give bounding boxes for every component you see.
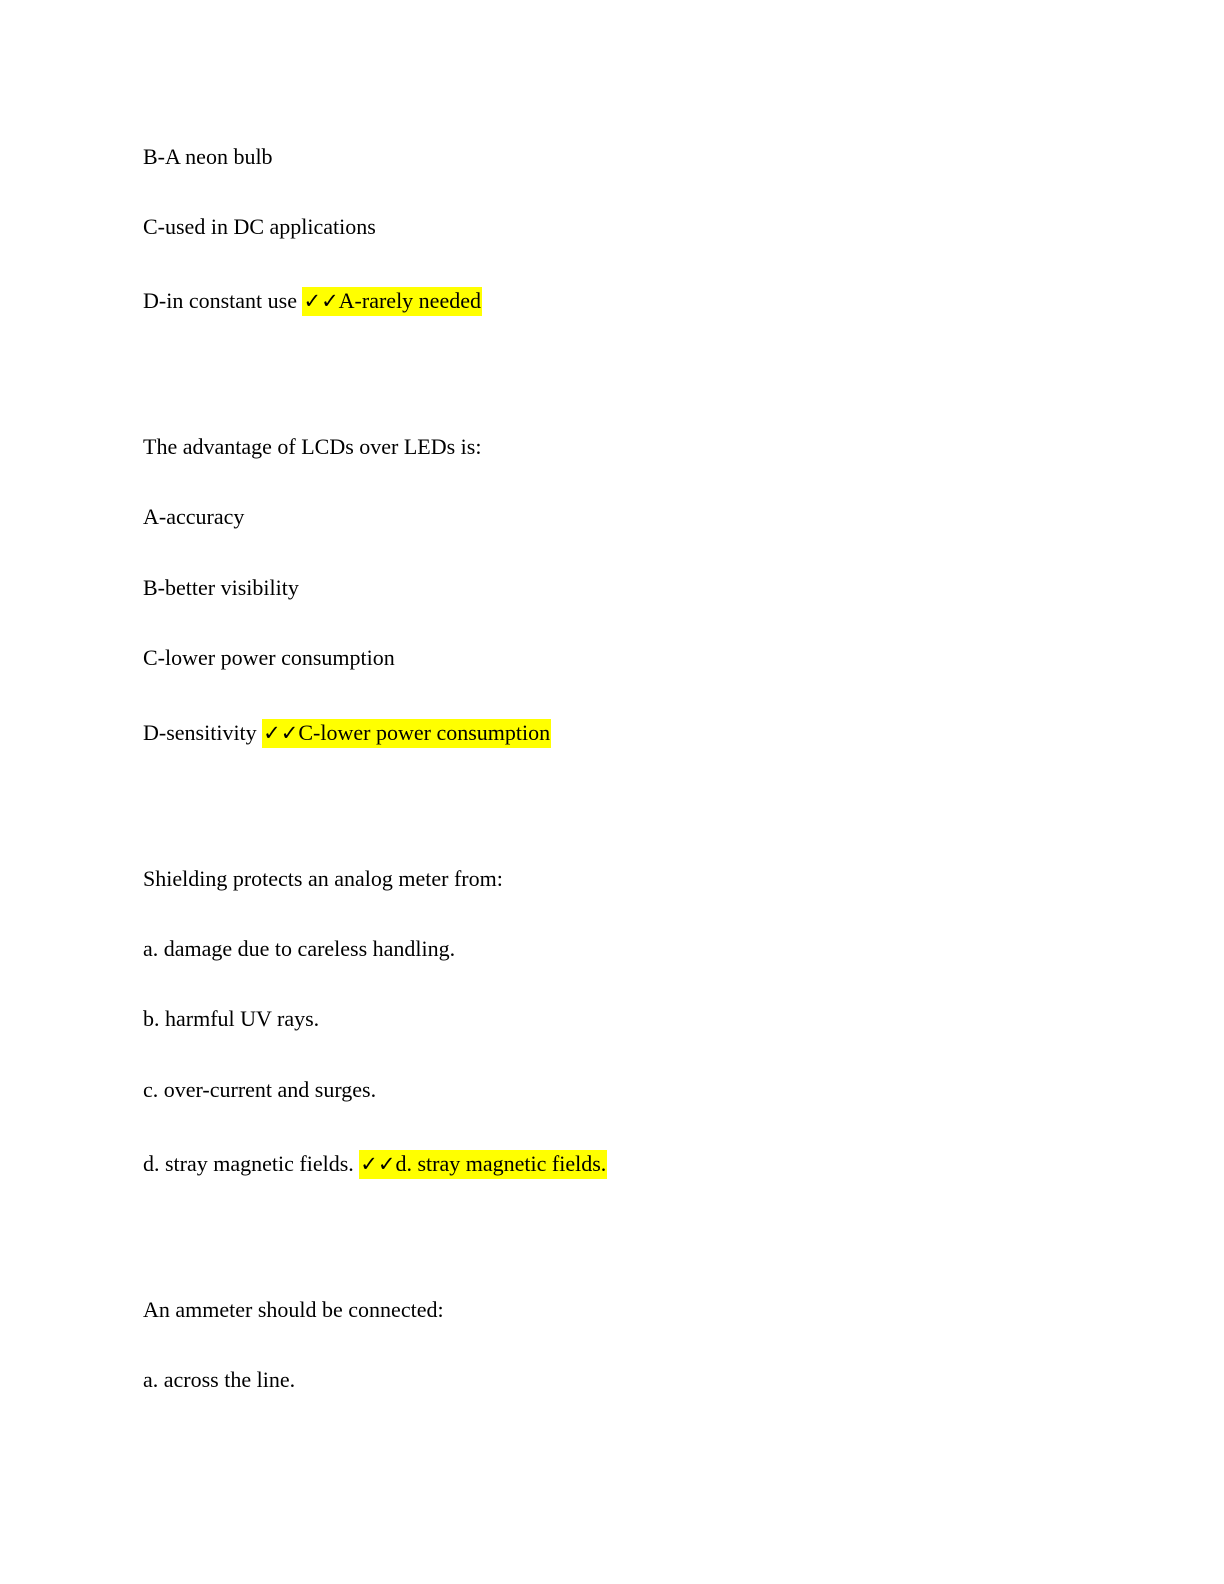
double-check-icon: ✓✓ xyxy=(360,1152,396,1176)
option-line-with-answer: D-in constant use ✓✓A-rarely needed xyxy=(143,287,482,315)
option-line: C-used in DC applications xyxy=(143,214,376,239)
option-line-with-answer: D-sensitivity ✓✓C-lower power consumption xyxy=(143,719,551,747)
highlighted-answer: ✓✓C-lower power consumption xyxy=(262,719,551,748)
double-check-icon: ✓✓ xyxy=(263,721,299,745)
option-line: c. over-current and surges. xyxy=(143,1077,377,1102)
option-line-with-answer: d. stray magnetic fields. ✓✓d. stray magnetic fields. xyxy=(143,1150,607,1178)
option-line: B-better visibility xyxy=(143,575,299,600)
question-text: Shielding protects an analog meter from: xyxy=(143,866,503,891)
option-line: A-accuracy xyxy=(143,504,245,529)
double-check-icon: ✓✓ xyxy=(303,289,339,313)
highlighted-answer: ✓✓d. stray magnetic fields. xyxy=(359,1150,607,1179)
option-line: a. damage due to careless handling. xyxy=(143,936,456,961)
highlighted-answer: ✓✓A-rarely needed xyxy=(302,287,482,316)
option-line: b. harmful UV rays. xyxy=(143,1006,320,1031)
question-text: An ammeter should be connected: xyxy=(143,1297,444,1322)
option-line: B-A neon bulb xyxy=(143,144,273,169)
option-line: C-lower power consumption xyxy=(143,645,395,670)
question-text: The advantage of LCDs over LEDs is: xyxy=(143,434,482,459)
option-line: a. across the line. xyxy=(143,1367,296,1392)
